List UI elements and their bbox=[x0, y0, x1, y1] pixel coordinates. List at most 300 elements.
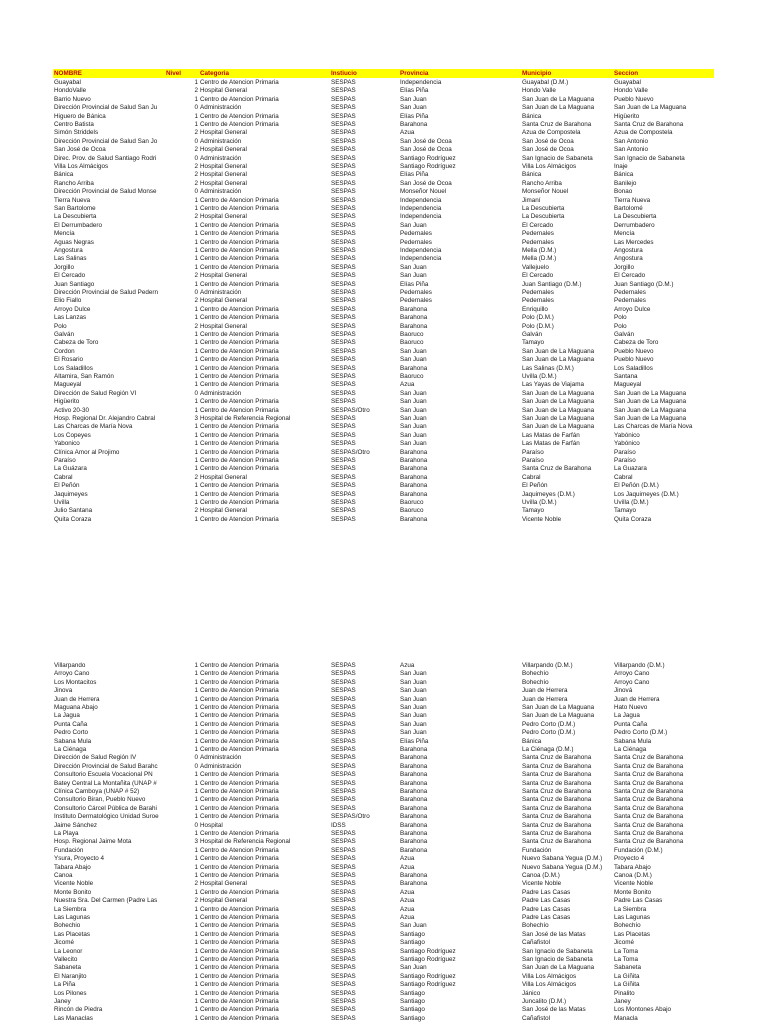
cell-nivel: 1 bbox=[194, 720, 198, 728]
cell-provincia: San Juan bbox=[400, 263, 427, 271]
table-row bbox=[0, 1015, 768, 1023]
cell-nombre: Las Lanzas bbox=[54, 314, 87, 322]
cell-provincia: San Juan bbox=[400, 729, 427, 737]
cell-municipio: Juan de Herrera bbox=[522, 695, 568, 703]
table-row bbox=[0, 415, 768, 423]
table-row bbox=[0, 754, 768, 762]
cell-institucion: SESPAS bbox=[331, 788, 356, 795]
cell-municipio: Mella (D.M.) bbox=[522, 255, 557, 263]
cell-nombre: La Leonor bbox=[54, 947, 83, 955]
cell-categoria: Hospital General bbox=[200, 473, 247, 481]
cell-categoria: Centro de Atencion Primaria bbox=[200, 431, 279, 439]
cell-provincia: Barahona bbox=[400, 804, 428, 812]
cell-nombre: La Piña bbox=[54, 981, 76, 989]
cell-nivel: 1 bbox=[194, 863, 198, 871]
cell-institucion: SESPAS bbox=[331, 171, 356, 179]
cell-nombre: Dirección Provincial de Salud San Ju bbox=[54, 104, 158, 112]
cell-nombre: Los Copeyes bbox=[54, 431, 91, 439]
cell-institucion: SESPAS bbox=[331, 1006, 356, 1014]
cell-nombre: La Playa bbox=[54, 830, 79, 837]
cell-nivel: 1 bbox=[194, 356, 198, 364]
cell-nombre: Villa Los Almácigos bbox=[54, 163, 109, 170]
cell-nivel: 1 bbox=[194, 981, 198, 989]
cell-nivel: 1 bbox=[194, 280, 198, 288]
cell-provincia: San Juan bbox=[400, 347, 427, 355]
table-row bbox=[0, 180, 768, 188]
cell-nombre: San Bartolome bbox=[54, 205, 96, 212]
cell-nivel: 0 bbox=[194, 289, 198, 296]
cell-municipio: Las Matas de Farfán bbox=[522, 431, 580, 439]
cell-nombre: Sabaneta bbox=[54, 964, 81, 972]
cell-categoria: Centro de Atencion Primaria bbox=[200, 746, 279, 753]
cell-provincia: San José de Ocoa bbox=[400, 137, 452, 145]
cell-seccion: Tabara Abajo bbox=[614, 863, 651, 871]
cell-nombre: Punta Caña bbox=[54, 720, 88, 728]
cell-seccion: Cabral bbox=[614, 473, 633, 481]
cell-institucion: SESPAS bbox=[331, 972, 356, 980]
cell-nombre: La Ciénaga bbox=[54, 746, 87, 753]
cell-seccion: Pueblo Nuevo bbox=[614, 347, 654, 355]
cell-seccion: San Juan de La Maguana bbox=[614, 406, 687, 414]
cell-categoria: Centro de Atencion Primaria bbox=[200, 804, 279, 812]
table-row bbox=[0, 129, 768, 137]
cell-seccion: Angostura bbox=[614, 255, 643, 263]
cell-nombre: Consultorio Escuela Vocacional PN bbox=[54, 771, 153, 779]
header-nombre: NOMBRE bbox=[54, 70, 82, 77]
table-row bbox=[0, 956, 768, 964]
cell-nombre: Dirección de Salud Región IV bbox=[54, 754, 137, 762]
cell-nivel: 1 bbox=[194, 1006, 198, 1014]
cell-nombre: Julio Santana bbox=[54, 507, 93, 515]
cell-provincia: Barahona bbox=[400, 314, 428, 322]
cell-municipio: Hondo Valle bbox=[522, 87, 556, 95]
cell-nombre: El Rosario bbox=[54, 356, 84, 364]
cell-seccion: Tierra Nueva bbox=[614, 196, 651, 204]
cell-institucion: SESPAS bbox=[331, 930, 356, 938]
cell-municipio: Bohechío bbox=[522, 670, 549, 678]
cell-seccion: La Descubierta bbox=[614, 213, 657, 221]
cell-categoria: Centro de Atencion Primaria bbox=[200, 205, 279, 212]
cell-nivel: 3 bbox=[194, 415, 198, 422]
cell-institucion: SESPAS bbox=[331, 247, 356, 254]
cell-provincia: Santiago bbox=[400, 1006, 425, 1014]
cell-nombre: Altamira, San Ramón bbox=[54, 373, 114, 380]
cell-provincia: San Juan bbox=[400, 712, 427, 720]
cell-nombre: El Derrumbadero bbox=[54, 221, 102, 229]
cell-categoria: Centro de Atencion Primaria bbox=[200, 846, 279, 854]
cell-institucion: SESPAS bbox=[331, 389, 356, 397]
cell-nombre: Sabana Mula bbox=[54, 737, 92, 745]
cell-seccion: La Ciénaga bbox=[614, 746, 647, 753]
cell-nombre: Canoa bbox=[54, 872, 73, 879]
cell-nivel: 1 bbox=[194, 956, 198, 963]
cell-categoria: Centro de Atencion Primaria bbox=[200, 79, 279, 86]
cell-provincia: Independencia bbox=[400, 213, 442, 221]
cell-provincia: Baoruco bbox=[400, 499, 424, 506]
cell-municipio: El Cercado bbox=[522, 221, 554, 229]
table-row bbox=[0, 922, 768, 930]
cell-categoria: Centro de Atencion Primaria bbox=[200, 121, 279, 128]
table-row bbox=[0, 222, 768, 230]
cell-institucion: SESPAS bbox=[331, 804, 356, 812]
cell-municipio: Bánica bbox=[522, 737, 542, 745]
cell-municipio: Santa Cruz de Barahona bbox=[522, 838, 592, 846]
cell-provincia: Barahona bbox=[400, 457, 428, 464]
cell-seccion: Azua de Compostela bbox=[614, 129, 673, 137]
cell-municipio: Santa Cruz de Barahona bbox=[522, 813, 592, 821]
table-row bbox=[0, 813, 768, 821]
cell-provincia: Elías Piña bbox=[400, 87, 429, 95]
cell-nombre: Centro Batista bbox=[54, 121, 94, 128]
cell-seccion: Arroyo Cano bbox=[614, 670, 650, 678]
cell-provincia: Barahona bbox=[400, 880, 428, 888]
cell-nombre: Paraíso bbox=[54, 457, 76, 464]
cell-municipio: Padre Las Casas bbox=[522, 914, 571, 921]
table-row bbox=[0, 297, 768, 305]
cell-nombre: San José de Ocoa bbox=[54, 146, 106, 154]
cell-institucion: SESPAS bbox=[331, 347, 356, 355]
cell-institucion: SESPAS bbox=[331, 104, 356, 112]
cell-institucion: SESPAS bbox=[331, 880, 356, 888]
cell-institucion: SESPAS bbox=[331, 146, 356, 154]
cell-nivel: 1 bbox=[194, 905, 198, 913]
cell-categoria: Centro de Atencion Primaria bbox=[200, 939, 279, 947]
cell-municipio: San Ignacio de Sabaneta bbox=[522, 154, 593, 162]
cell-nivel: 1 bbox=[194, 712, 198, 720]
cell-provincia: San Juan bbox=[400, 670, 427, 678]
table-row bbox=[0, 113, 768, 121]
cell-nombre: Jicomé bbox=[54, 939, 74, 947]
table-row bbox=[0, 880, 768, 888]
cell-provincia: Pedernales bbox=[400, 230, 432, 238]
cell-provincia: Pedernales bbox=[400, 297, 432, 305]
cell-institucion: SESPAS bbox=[331, 704, 356, 711]
table-row bbox=[0, 721, 768, 729]
cell-institucion: SESPAS bbox=[331, 289, 356, 296]
cell-categoria: Administración bbox=[200, 188, 242, 196]
cell-categoria: Centro de Atencion Primaria bbox=[200, 373, 279, 380]
cell-municipio: Polo (D.M.) bbox=[522, 314, 554, 322]
table-row bbox=[0, 822, 768, 830]
cell-seccion: Higüerito bbox=[614, 112, 640, 120]
cell-provincia: Barahona bbox=[400, 779, 428, 787]
table-row bbox=[0, 981, 768, 989]
cell-institucion: SESPAS bbox=[331, 1014, 356, 1022]
cell-institucion: SESPAS bbox=[331, 830, 356, 837]
cell-categoria: Centro de Atencion Primaria bbox=[200, 678, 279, 686]
cell-categoria: Hospital General bbox=[200, 297, 247, 305]
cell-institucion: SESPAS bbox=[331, 712, 356, 720]
cell-municipio: Nuevo Sabana Yegua (D.M.) bbox=[522, 855, 603, 863]
cell-seccion: Padre Las Casas bbox=[614, 897, 663, 905]
table-row bbox=[0, 973, 768, 981]
cell-provincia: Barahona bbox=[400, 838, 428, 846]
cell-categoria: Centro de Atencion Primaria bbox=[200, 221, 279, 229]
cell-institucion: SESPAS bbox=[331, 297, 356, 305]
cell-categoria: Centro de Atencion Primaria bbox=[200, 263, 279, 271]
table-row bbox=[0, 96, 768, 104]
cell-institucion: SESPAS bbox=[331, 905, 356, 913]
cell-seccion: Bonao bbox=[614, 188, 633, 196]
cell-categoria: Centro de Atencion Primaria bbox=[200, 196, 279, 204]
cell-institucion: SESPAS bbox=[331, 922, 356, 930]
cell-seccion: Santa Cruz de Barahona bbox=[614, 771, 684, 779]
cell-institucion: SESPAS bbox=[331, 398, 356, 406]
cell-institucion: SESPAS bbox=[331, 762, 356, 770]
cell-nombre: Magueyal bbox=[54, 381, 82, 389]
cell-categoria: Administración bbox=[200, 154, 242, 162]
table-row bbox=[0, 948, 768, 956]
cell-categoria: Hospital General bbox=[200, 322, 247, 330]
cell-municipio: Guayabal (D.M.) bbox=[522, 79, 569, 86]
cell-institucion: SESPAS bbox=[331, 457, 356, 464]
table-row bbox=[0, 679, 768, 687]
cell-institucion: SESPAS bbox=[331, 129, 356, 137]
cell-provincia: Azua bbox=[400, 914, 415, 921]
cell-nombre: Dirección Provincial de Salud San Jo bbox=[54, 137, 158, 145]
table-row bbox=[0, 687, 768, 695]
cell-institucion: SESPAS bbox=[331, 897, 356, 905]
cell-nivel: 1 bbox=[194, 939, 198, 947]
cell-municipio: San Ignacio de Sabaneta bbox=[522, 947, 593, 955]
cell-seccion: Banilejo bbox=[614, 179, 637, 187]
cell-nombre: Angostura bbox=[54, 247, 83, 254]
cell-categoria: Administración bbox=[200, 104, 242, 112]
header-institucion: Instiucio bbox=[331, 70, 357, 77]
cell-provincia: Santiago bbox=[400, 1014, 425, 1022]
cell-nivel: 1 bbox=[194, 830, 198, 837]
cell-seccion: Vicente Noble bbox=[614, 880, 654, 888]
cell-categoria: Hospital General bbox=[200, 146, 247, 154]
cell-municipio: Bohechío bbox=[522, 678, 549, 686]
cell-institucion: SESPAS bbox=[331, 188, 356, 196]
cell-nombre: Batey Central La Montañita (UNAP # bbox=[54, 779, 157, 787]
cell-seccion: Santa Cruz de Barahona bbox=[614, 121, 684, 128]
cell-nombre: Las Salinas bbox=[54, 255, 87, 263]
cell-provincia: Azua bbox=[400, 662, 415, 669]
cell-municipio: Rancho Arriba bbox=[522, 179, 562, 187]
cell-provincia: Azua bbox=[400, 855, 415, 863]
cell-nivel: 2 bbox=[194, 473, 198, 481]
cell-institucion: SESPAS/Otro bbox=[331, 406, 370, 414]
cell-municipio: San José de Ocoa bbox=[522, 146, 574, 154]
cell-nivel: 0 bbox=[194, 137, 198, 145]
cell-categoria: Hospital General bbox=[200, 272, 247, 280]
cell-seccion: Quita Coraza bbox=[614, 515, 652, 523]
cell-nivel: 1 bbox=[194, 771, 198, 779]
cell-institucion: SESPAS bbox=[331, 507, 356, 515]
cell-nivel: 0 bbox=[194, 104, 198, 112]
cell-provincia: San Juan bbox=[400, 356, 427, 364]
cell-categoria: Centro de Atencion Primaria bbox=[200, 704, 279, 711]
cell-categoria: Centro de Atencion Primaria bbox=[200, 112, 279, 120]
cell-seccion: La Guazara bbox=[614, 465, 647, 473]
cell-nombre: Barrio Nuevo bbox=[54, 95, 91, 103]
cell-categoria: Hospital General bbox=[200, 880, 247, 888]
cell-nivel: 1 bbox=[194, 95, 198, 103]
table-row bbox=[0, 847, 768, 855]
cell-municipio: San Juan de La Maguana bbox=[522, 389, 595, 397]
cell-provincia: Barahona bbox=[400, 473, 428, 481]
cell-nombre: Mencía bbox=[54, 230, 75, 238]
cell-categoria: Centro de Atencion Primaria bbox=[200, 930, 279, 938]
cell-provincia: Barahona bbox=[400, 788, 428, 795]
cell-nombre: Galván bbox=[54, 331, 74, 338]
cell-institucion: SESPAS/Otro bbox=[331, 448, 370, 456]
cell-categoria: Centro de Atencion Primaria bbox=[200, 813, 279, 821]
cell-nivel: 3 bbox=[194, 838, 198, 846]
cell-seccion: Uvilla (D.M.) bbox=[614, 499, 649, 506]
cell-provincia: Santiago Rodríguez bbox=[400, 947, 456, 955]
table-row bbox=[0, 914, 768, 922]
cell-provincia: San Juan bbox=[400, 389, 427, 397]
cell-categoria: Centro de Atencion Primaria bbox=[200, 737, 279, 745]
cell-categoria: Administración bbox=[200, 762, 242, 770]
cell-provincia: Baoruco bbox=[400, 373, 424, 380]
cell-provincia: San Juan bbox=[400, 272, 427, 280]
cell-provincia: Independencia bbox=[400, 196, 442, 204]
cell-nombre: Las Lagunas bbox=[54, 914, 91, 921]
table-row bbox=[0, 449, 768, 457]
cell-nivel: 1 bbox=[194, 930, 198, 938]
cell-provincia: Monseñor Nouel bbox=[400, 188, 447, 196]
cell-categoria: Centro de Atencion Primaria bbox=[200, 695, 279, 703]
cell-nombre: Consultorio Cárcel Pública de Barahi bbox=[54, 804, 157, 812]
cell-seccion: Santana bbox=[614, 373, 638, 380]
cell-nivel: 1 bbox=[194, 998, 198, 1005]
cell-categoria: Centro de Atencion Primaria bbox=[200, 490, 279, 498]
table-row bbox=[0, 247, 768, 255]
cell-nivel: 1 bbox=[194, 406, 198, 414]
cell-seccion: Jorgillo bbox=[614, 263, 634, 271]
table-row bbox=[0, 507, 768, 515]
cell-seccion: El Cercado bbox=[614, 272, 646, 280]
cell-nombre: Simón Striddels bbox=[54, 129, 99, 137]
cell-seccion: Paraíso bbox=[614, 457, 636, 464]
cell-municipio: Bohechío bbox=[522, 922, 549, 930]
cell-seccion: Punta Caña bbox=[614, 720, 648, 728]
cell-provincia: San Juan bbox=[400, 431, 427, 439]
cell-municipio: Santa Cruz de Barahona bbox=[522, 796, 592, 804]
cell-institucion: SESPAS bbox=[331, 263, 356, 271]
cell-institucion: SESPAS bbox=[331, 754, 356, 762]
cell-institucion: SESPAS bbox=[331, 779, 356, 787]
cell-categoria: Centro de Atencion Primaria bbox=[200, 331, 279, 338]
cell-seccion: Fundación (D.M.) bbox=[614, 846, 663, 854]
table-row bbox=[0, 104, 768, 112]
cell-categoria: Centro de Atencion Primaria bbox=[200, 230, 279, 238]
cell-institucion: SESPAS bbox=[331, 280, 356, 288]
cell-seccion: Angostura bbox=[614, 247, 643, 254]
cell-seccion: La Gíñita bbox=[614, 972, 640, 980]
table-row bbox=[0, 390, 768, 398]
cell-institucion: SESPAS bbox=[331, 998, 356, 1005]
cell-nombre: Dirección Provincial de Salud Barahc bbox=[54, 762, 158, 770]
table-row bbox=[0, 465, 768, 473]
cell-nivel: 1 bbox=[194, 255, 198, 263]
cell-institucion: SESPAS bbox=[331, 482, 356, 490]
cell-provincia: Azua bbox=[400, 897, 415, 905]
cell-nivel: 1 bbox=[194, 804, 198, 812]
cell-seccion: Santa Cruz de Barahona bbox=[614, 813, 684, 821]
cell-institucion: SESPAS bbox=[331, 196, 356, 204]
cell-nombre: Quita Coraza bbox=[54, 515, 92, 523]
cell-nombre: La Guázara bbox=[54, 465, 87, 473]
cell-institucion: SESPAS bbox=[331, 87, 356, 95]
cell-nombre: Los Saladillos bbox=[54, 364, 93, 372]
cell-nivel: 1 bbox=[194, 339, 198, 347]
cell-seccion: Paraíso bbox=[614, 448, 636, 456]
cell-categoria: Hospital bbox=[200, 821, 223, 829]
cell-municipio: Tamayo bbox=[522, 339, 545, 347]
cell-nombre: La Siembra bbox=[54, 905, 87, 913]
cell-nivel: 1 bbox=[194, 796, 198, 804]
cell-nivel: 2 bbox=[194, 297, 198, 305]
cell-nivel: 1 bbox=[194, 431, 198, 439]
cell-institucion: SESPAS bbox=[331, 939, 356, 947]
cell-institucion: SESPAS bbox=[331, 356, 356, 364]
cell-nombre: Villarpando bbox=[54, 662, 86, 669]
table-row bbox=[0, 121, 768, 129]
cell-municipio: Juan de Herrera bbox=[522, 687, 568, 695]
cell-institucion: SESPAS bbox=[331, 956, 356, 963]
cell-institucion: SESPAS bbox=[331, 796, 356, 804]
cell-seccion: Monte Bonito bbox=[614, 888, 652, 896]
cell-seccion: Pedernales bbox=[614, 289, 646, 296]
cell-municipio: Santa Cruz de Barahona bbox=[522, 754, 592, 762]
cell-provincia: San Juan bbox=[400, 964, 427, 972]
cell-municipio: Canoa (D.M.) bbox=[522, 872, 560, 879]
table-row bbox=[0, 356, 768, 364]
table-row bbox=[0, 897, 768, 905]
cell-nombre: Las Manaclas bbox=[54, 1014, 93, 1022]
cell-municipio: Santa Cruz de Barahona bbox=[522, 804, 592, 812]
cell-nivel: 1 bbox=[194, 729, 198, 737]
cell-categoria: Hospital General bbox=[200, 171, 247, 179]
cell-nombre: El Peñón bbox=[54, 482, 80, 490]
cell-municipio: Las Salinas (D.M.) bbox=[522, 364, 574, 372]
table-row bbox=[0, 771, 768, 779]
cell-municipio: Santa Cruz de Barahona bbox=[522, 821, 592, 829]
cell-nombre: El Cercado bbox=[54, 272, 86, 280]
cell-institucion: SESPAS bbox=[331, 154, 356, 162]
cell-municipio: Vicente Noble bbox=[522, 880, 562, 888]
cell-provincia: Elías Piña bbox=[400, 171, 429, 179]
cell-categoria: Hospital General bbox=[200, 507, 247, 515]
cell-institucion: SESPAS bbox=[331, 272, 356, 280]
cell-institucion: SESPAS bbox=[331, 305, 356, 313]
cell-municipio: Pedro Corto (D.M.) bbox=[522, 720, 576, 728]
cell-provincia: Pedernales bbox=[400, 289, 432, 296]
cell-nombre: Aguas Negras bbox=[54, 238, 94, 246]
cell-nombre: Ysura, Proyecto 4 bbox=[54, 855, 105, 863]
cell-provincia: Barahona bbox=[400, 490, 428, 498]
cell-categoria: Centro de Atencion Primaria bbox=[200, 947, 279, 955]
cell-nombre: Fundación bbox=[54, 846, 84, 854]
table-row bbox=[0, 314, 768, 322]
cell-categoria: Centro de Atencion Primaria bbox=[200, 1014, 279, 1022]
cell-provincia: San Juan bbox=[400, 406, 427, 414]
cell-municipio: Enriquillo bbox=[522, 305, 548, 313]
cell-provincia: San Juan bbox=[400, 922, 427, 930]
cell-municipio: Santa Cruz de Barahona bbox=[522, 771, 592, 779]
cell-institucion: SESPAS bbox=[331, 855, 356, 863]
cell-nombre: Bánica bbox=[54, 171, 74, 179]
table-row bbox=[0, 289, 768, 297]
table-row bbox=[0, 79, 768, 87]
cell-nivel: 1 bbox=[194, 112, 198, 120]
table-row bbox=[0, 197, 768, 205]
